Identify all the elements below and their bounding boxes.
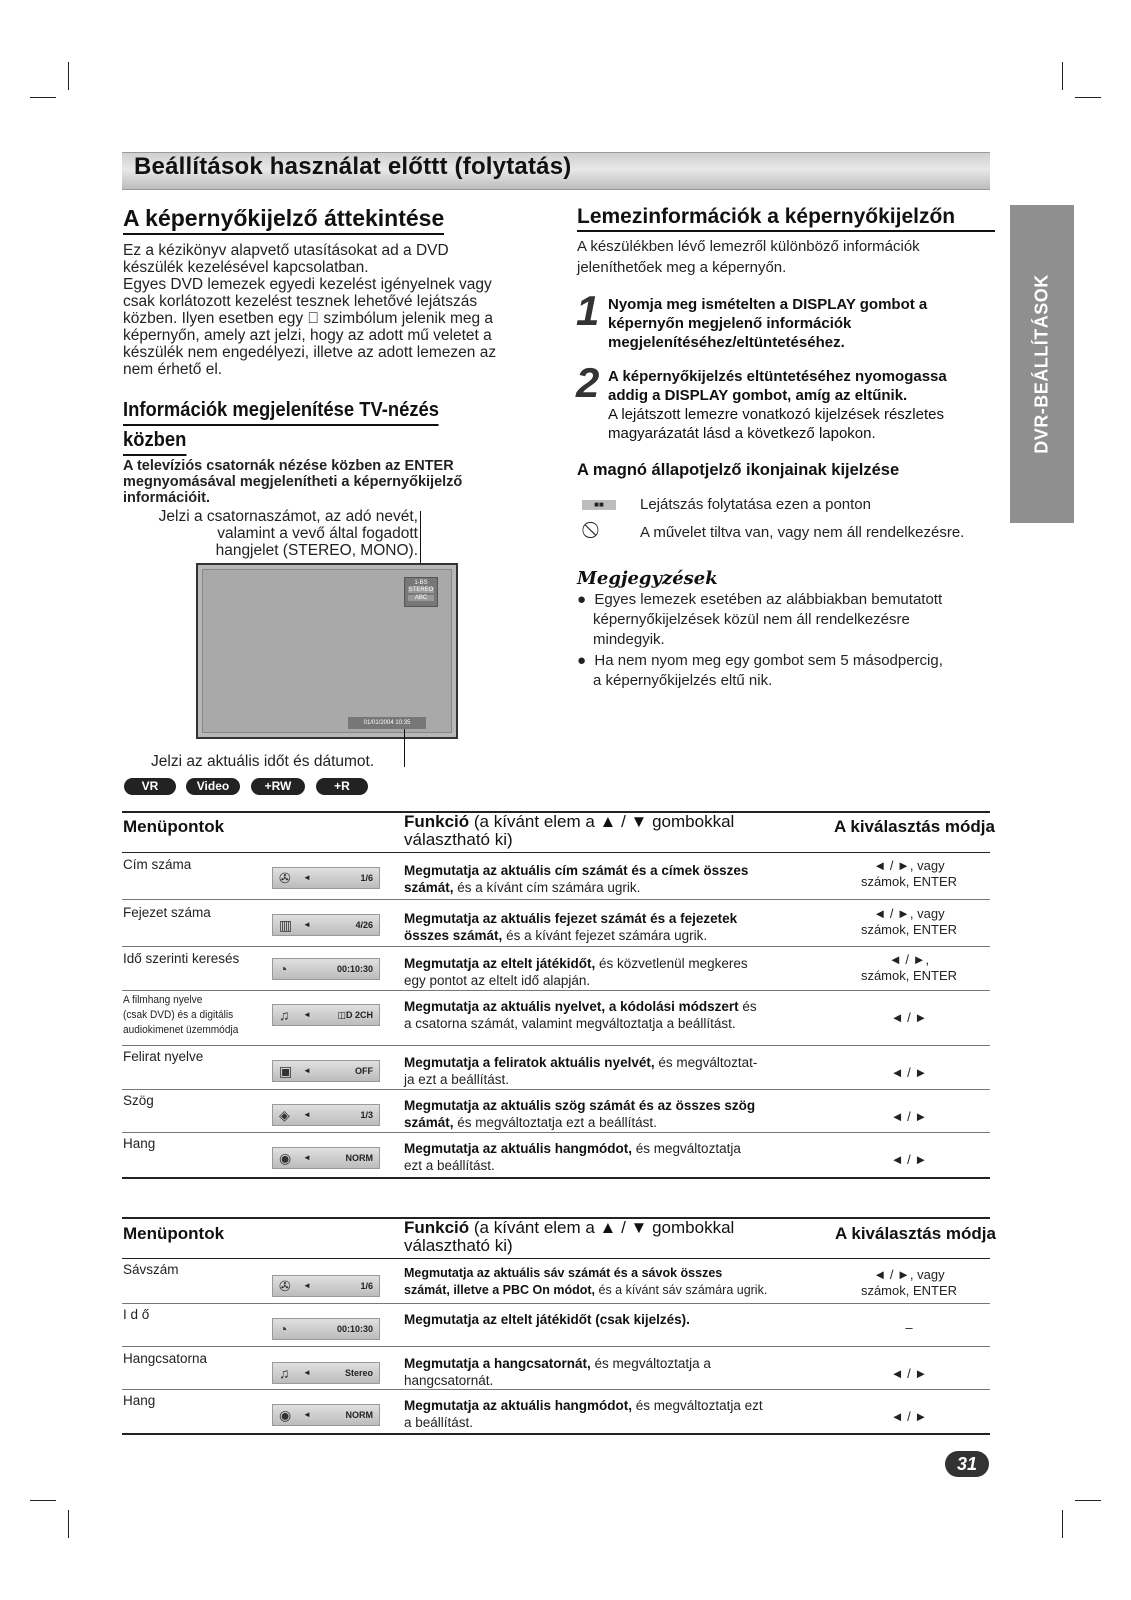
table-row-chapter-func: Megmutatja az aktuális fejezet számát és a fejezetek összes számát, és a kívánt fejezet számára ugrik.	[404, 911, 738, 943]
osd-sound: ◉ ◄ NORM	[272, 1147, 380, 1169]
table-row-subtitle-func: Megmutatja a feliratok aktuális nyelvét, és megváltoztat- ja ezt a beállítást.	[404, 1055, 758, 1087]
step-2-number: 2	[576, 359, 600, 406]
osd-angle: ◈ ◄ 1/3	[272, 1104, 380, 1126]
table-row-channel-sel: ◄ / ►	[890, 1366, 928, 1381]
table-row-chapter-name: Fejezet száma	[123, 905, 211, 920]
clock-icon: ◔	[279, 961, 288, 977]
table-row-sound-name: Hang	[123, 1136, 156, 1151]
table-row-subtitle-name: Felirat nyelve	[123, 1049, 204, 1064]
osd-elapsed: ◔ 00:10:30	[272, 1318, 380, 1340]
tv-time-box: 01/01/2004 10:35	[348, 717, 426, 729]
row-separator	[122, 1303, 990, 1304]
crop-mark	[1062, 62, 1063, 90]
audio-icon: ♫	[279, 1365, 290, 1381]
osd-subtitle: ▣ ◄ OFF	[272, 1060, 380, 1082]
left-section-title: A képernyőkijelző áttekintése	[123, 205, 444, 235]
icons-title: A magnó állapotjelző ikonjainak kijelzése	[577, 461, 900, 479]
callout-bottom: Jelzi az aktuális időt és dátumot.	[151, 753, 375, 770]
step-1-text: Nyomja meg ismételten a DISPLAY gombot a képernyőn megjelenő információk megjelenítéséhez/eltüntetéséhez.	[608, 296, 928, 351]
table-row-title-name: Cím száma	[123, 857, 192, 872]
note-2: ● Ha nem nyom meg egy gombot sem 5 másodpercig, a képernyőkijelzés eltű nik.	[577, 652, 943, 689]
table-row-sound2-sel: ◄ / ►	[890, 1409, 928, 1424]
tv-info-bold: A televíziós csatornák nézése közben az ENTER megnyomásával megjelenítheti a képernyőkijelző információit.	[123, 458, 463, 506]
notes-title: Megjegyzések	[577, 568, 718, 589]
left-intro: Ez a kézikönyv alapvető utasításokat ad a DVD készülék kezelésével kapcsolatban. Egyes DVD lemezek egyedi kezelést igényelnek vagy csak korlátozott kezelést tesznek lehetővé lejátszás közben. Ilyen esetben egy ⃠ szimbólum jelenik meg a képernyőn, amely azt jelzi, hogy az adott mű veletet a készülék nem engedélyezi, illetve az adott lemezen az nem érhető el.	[123, 242, 497, 378]
table-row-title-sel: ◄ / ►, vagy számok, ENTER	[860, 858, 958, 889]
table-row-subtitle-sel: ◄ / ►	[890, 1065, 928, 1080]
table-row-angle-name: Szög	[123, 1093, 154, 1108]
crop-mark	[1075, 97, 1101, 98]
tv-screen	[196, 563, 458, 739]
badge-video: Video	[186, 778, 240, 795]
table2-col-func: Funkció (a kívánt elem a ▲ / ▼ gombokkal választható ki)	[404, 1218, 735, 1255]
row-separator	[122, 1045, 990, 1046]
table2-bottom-rule	[122, 1433, 990, 1435]
osd-title: ✇ ◄ 1/6	[272, 867, 380, 889]
osd-chapter: ▥ ◄ 4/26	[272, 914, 380, 936]
bullet: ●	[577, 652, 595, 669]
osd-audio: ♫ ◄ ◫D 2CH	[272, 1004, 380, 1026]
audio-icon: ♫	[279, 1007, 290, 1023]
right-section-title: Lemezinformációk a képernyőkijelzőn	[577, 205, 995, 232]
sound-icon: ◉	[279, 1407, 292, 1423]
table1-col-menu: Menüpontok	[123, 817, 225, 836]
table1-col-select: A kiválasztás módja	[834, 817, 995, 836]
step-1-number: 1	[576, 287, 600, 334]
table-row-track-func: Megmutatja az aktuális sáv számát és a sávok összes számát, illetve a PBC On módot, és a kívánt sáv számára ugrik.	[404, 1266, 768, 1297]
clock-icon: ◔	[279, 1321, 288, 1337]
table-row-chapter-sel: ◄ / ►, vagy számok, ENTER	[860, 906, 958, 937]
crop-mark	[1062, 1510, 1063, 1538]
callout-bottom-line	[404, 729, 405, 767]
table1-bottom-rule	[122, 1177, 990, 1179]
row-separator	[122, 1132, 990, 1133]
osd-channel: ♫ ◄ Stereo	[272, 1362, 380, 1384]
row-separator	[122, 1089, 990, 1090]
osd-sound2: ◉ ◄ NORM	[272, 1404, 380, 1426]
table-row-sound2-func: Megmutatja az aktuális hangmódot, és megváltoztatja ezt a beállítást.	[404, 1398, 763, 1430]
table-row-elapsed-func: Megmutatja az eltelt játékidőt (csak kijelzés).	[404, 1312, 690, 1327]
badge-plus-rw: +RW	[251, 778, 305, 795]
table-row-audio-func: Megmutatja az aktuális nyelvet, a kódolási módszert és a csatorna számát, valamint megváltoztatja a beállítást.	[404, 999, 757, 1031]
icon1-text: Lejátszás folytatása ezen a ponton	[640, 496, 871, 513]
bullet: ●	[577, 591, 595, 608]
table-row-sound-func: Megmutatja az aktuális hangmódot, és megváltoztatja ezt a beállítást.	[404, 1141, 741, 1173]
table-row-audio-name: A filmhang nyelve (csak DVD) és a digitális audiokimenet üzemmódja	[123, 994, 239, 1036]
row-separator	[122, 899, 990, 900]
table-row-channel-name: Hangcsatorna	[123, 1351, 208, 1366]
badge-plus-r: +R	[316, 778, 368, 795]
sound-icon: ◉	[279, 1150, 292, 1166]
row-separator	[122, 990, 990, 991]
table-row-channel-func: Megmutatja a hangcsatornát, és megváltoztatja a hangcsatornát.	[404, 1356, 711, 1388]
disc-icon: ✇	[279, 1278, 291, 1294]
note-1: ● Egyes lemezek esetében az alábbiakban bemutatott képernyőkijelzések közül nem áll rendelkezésre mindegyik.	[577, 591, 943, 648]
badge-vr: VR	[124, 778, 176, 795]
resume-icon: ■■	[582, 500, 616, 510]
disc-icon: ✇	[279, 870, 291, 886]
tv-info-title: Információk megjelenítése TV-nézés közben	[123, 396, 439, 456]
table1-header-rule	[122, 852, 990, 853]
angle-icon: ◈	[279, 1107, 290, 1123]
chapter-icon: ▥	[279, 917, 293, 933]
table-row-audio-sel: ◄ / ►	[890, 1010, 928, 1025]
callout-top: Jelzi a csatornaszámot, az adó nevét, valamint a vevő által fogadott hangjelet (STEREO, MONO).	[158, 508, 418, 559]
table-row-sound2-name: Hang	[123, 1393, 156, 1408]
crop-mark	[30, 97, 56, 98]
table-row-track-name: Sávszám	[123, 1262, 179, 1277]
table-row-elapsed-name: I d ő	[123, 1307, 150, 1322]
row-separator	[122, 946, 990, 947]
tv-channel-box: 1-BS STEREO ABC	[404, 577, 438, 607]
crop-mark	[1075, 1500, 1101, 1501]
table-row-elapsed-sel: –	[905, 1320, 913, 1335]
step-2-text: A képernyőkijelzés eltüntetéséhez nyomogassa addig a DISPLAY gombot, amíg az eltűnik. A lejátszott lemezre vonatkozó kijelzések részletes magyarázatát lásd a következő lapokon.	[608, 368, 947, 442]
page-title: Beállítások használat előttt (folytatás)	[134, 153, 572, 180]
crop-mark	[30, 1500, 56, 1501]
crop-mark	[68, 1510, 69, 1538]
side-tab-label: DVR-BEÁLLÍTÁSOK	[1031, 274, 1052, 454]
table-row-time-sel: ◄ / ►, számok, ENTER	[860, 952, 958, 983]
subtitle-icon: ▣	[279, 1063, 293, 1079]
crop-mark	[68, 62, 69, 90]
table-row-title-func: Megmutatja az aktuális cím számát és a címek összes számát, és a kívánt cím számára ugrik.	[404, 863, 749, 895]
osd-track: ✇ ◄ 1/6	[272, 1275, 380, 1297]
table-row-angle-func: Megmutatja az aktuális szög számát és az összes szög számát, és megváltoztatja ezt a beállítást.	[404, 1098, 756, 1130]
row-separator	[122, 1389, 990, 1390]
table-row-angle-sel: ◄ / ►	[890, 1109, 928, 1124]
table-row-time-func: Megmutatja az eltelt játékidőt, és közvetlenül megkeres egy pontot az eltelt idő alapján.	[404, 956, 748, 988]
page-number: 31	[945, 1451, 989, 1477]
table1-col-func: Funkció (a kívánt elem a ▲ / ▼ gombokkal választható ki)	[404, 812, 735, 849]
right-intro: A készülékben lévő lemezről különböző információk jeleníthetőek meg a képernyőn.	[577, 238, 920, 276]
table-row-sound-sel: ◄ / ►	[890, 1152, 928, 1167]
row-separator	[122, 1346, 990, 1347]
table-row-time-name: Idő szerinti keresés	[123, 951, 240, 966]
icon2-text: A művelet tiltva van, vagy nem áll rendelkezésre.	[640, 524, 965, 541]
table2-col-select: A kiválasztás módja	[835, 1224, 996, 1243]
table-row-track-sel: ◄ / ►, vagy számok, ENTER	[860, 1267, 958, 1298]
table2-col-menu: Menüpontok	[123, 1224, 225, 1243]
table2-header-rule	[122, 1258, 990, 1259]
osd-time: ◔ 00:10:30	[272, 958, 380, 980]
